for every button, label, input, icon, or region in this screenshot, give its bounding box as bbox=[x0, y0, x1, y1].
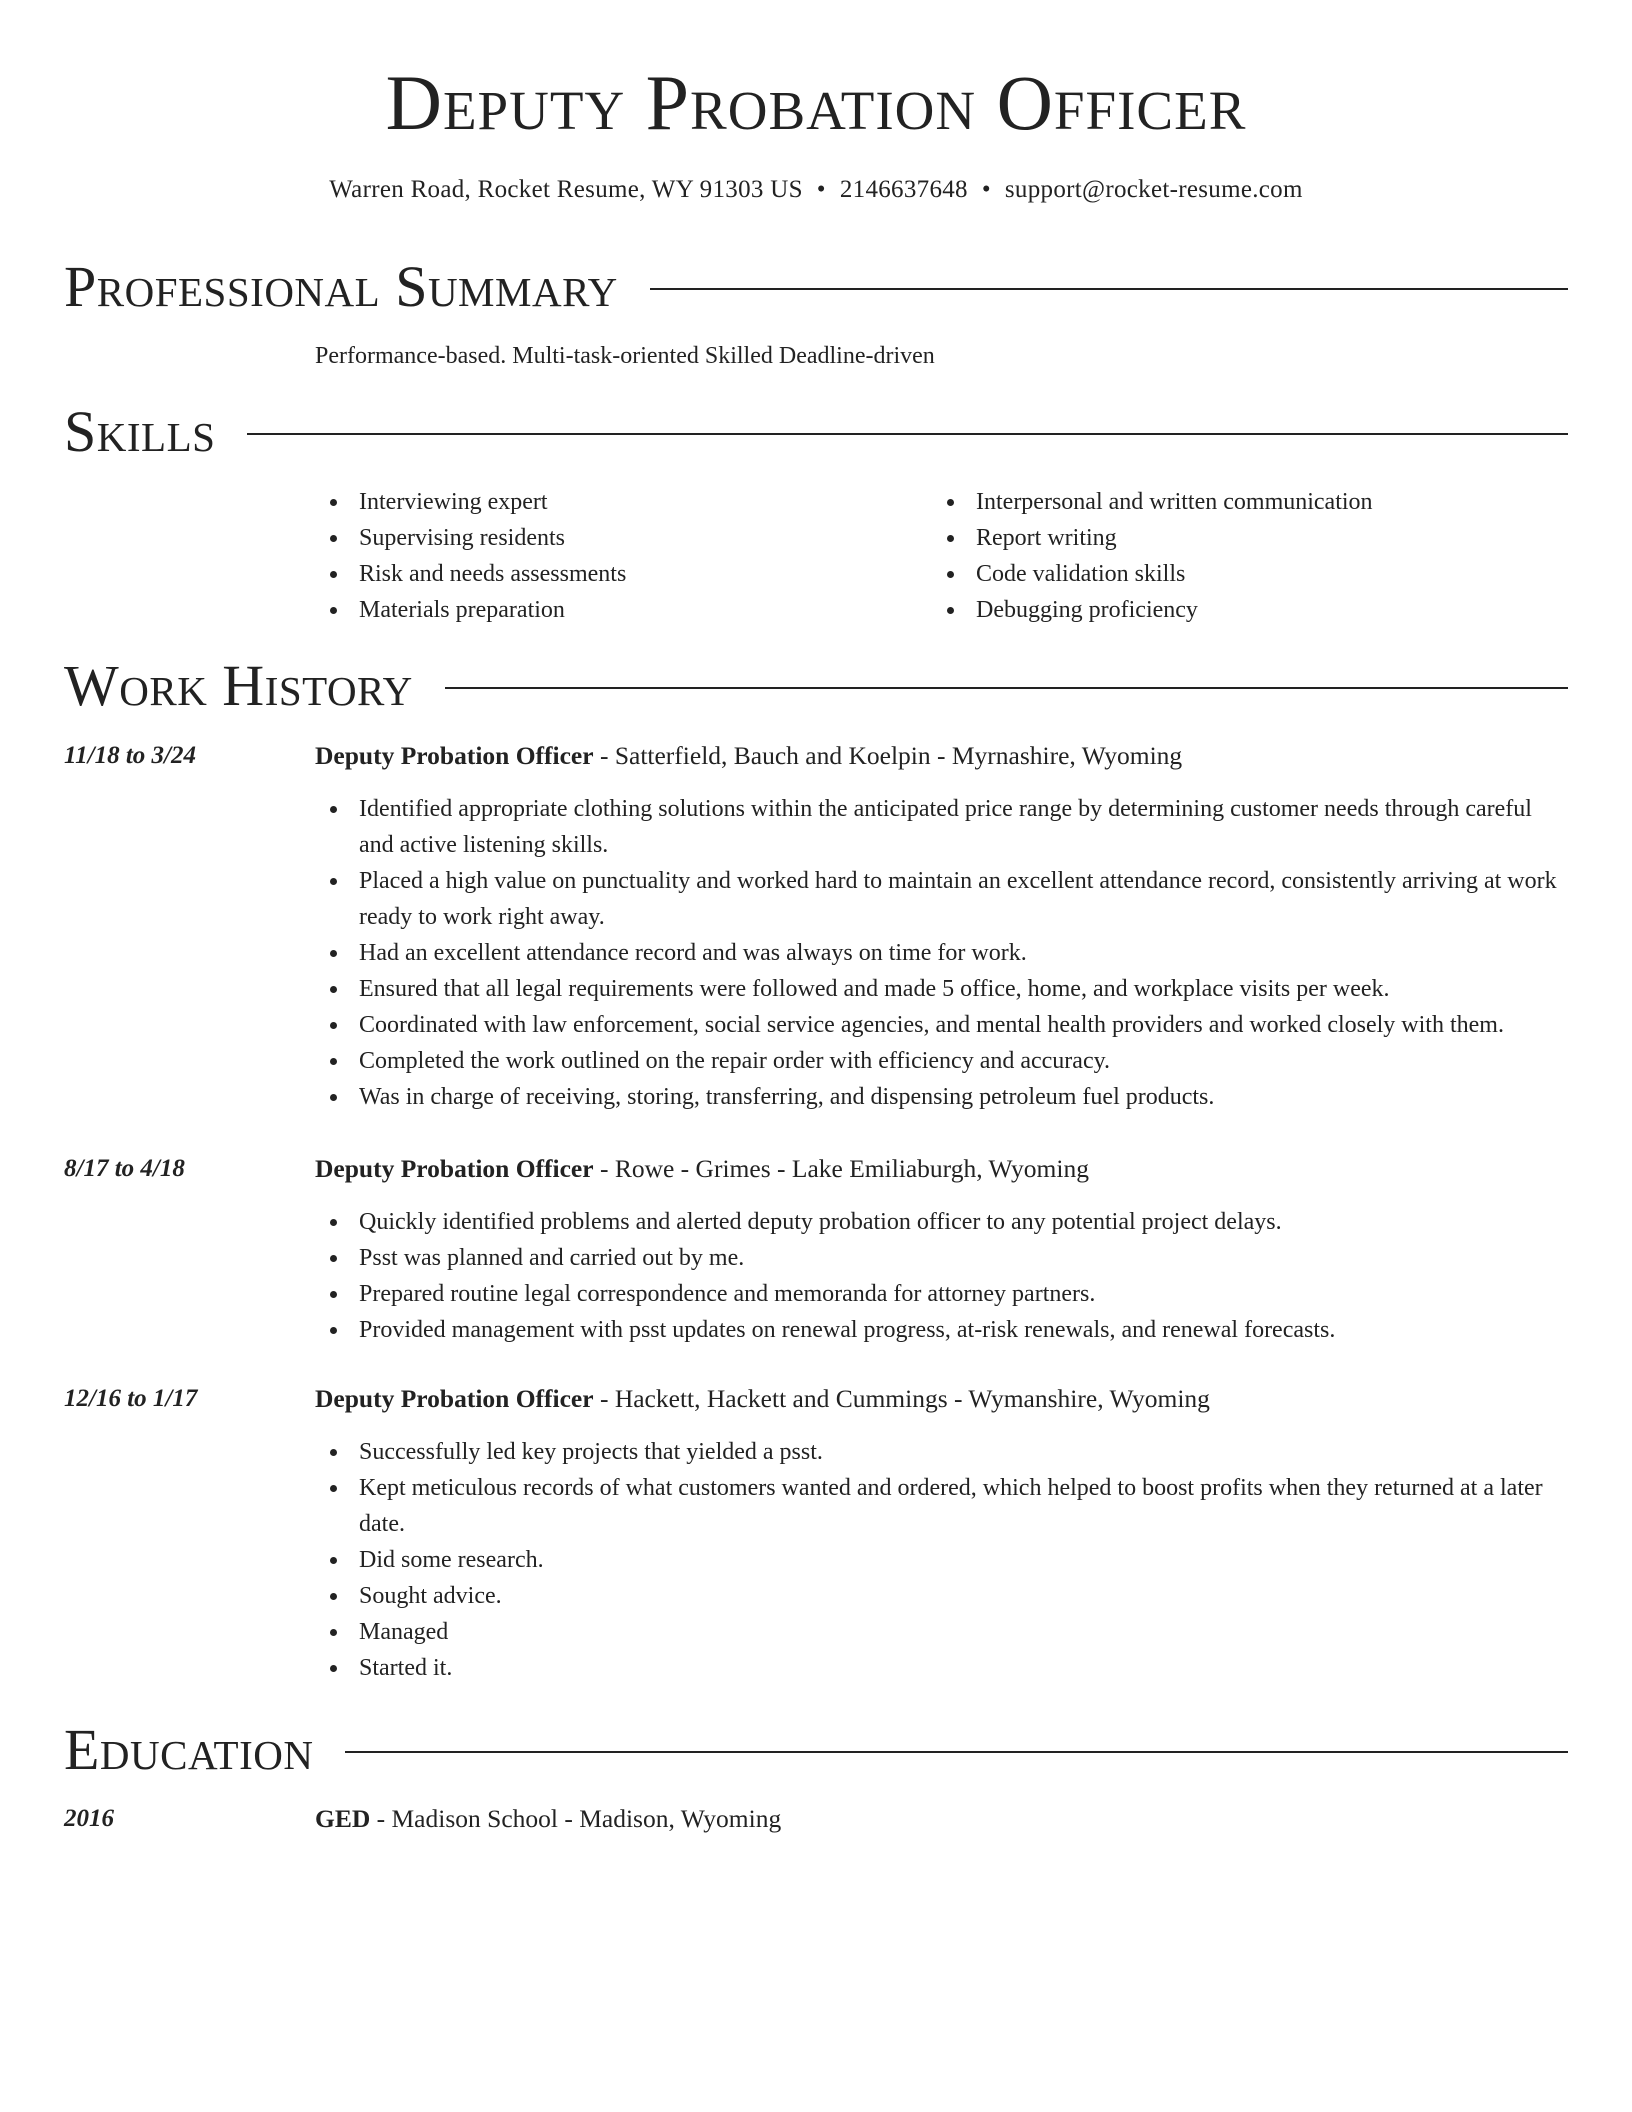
job-employer: - Rowe - Grimes - Lake Emiliaburgh, Wyoming bbox=[593, 1154, 1089, 1183]
summary-text: Performance-based. Multi-task-oriented Skilled Deadline-driven bbox=[315, 343, 935, 369]
education-line bbox=[315, 1801, 781, 1837]
section-header-work bbox=[64, 653, 1568, 719]
skill-item: Materials preparation bbox=[315, 592, 932, 628]
skills-column-right bbox=[932, 484, 1549, 628]
section-header-skills bbox=[64, 399, 1568, 465]
education-degree: GED bbox=[315, 1804, 371, 1833]
job-title: Deputy Probation Officer bbox=[315, 741, 594, 770]
skill-item: Risk and needs assessments bbox=[315, 556, 932, 592]
section-divider bbox=[247, 433, 1568, 435]
section-title-skills: Skills bbox=[64, 399, 216, 464]
job-date: 11/18 to 3/24 bbox=[64, 742, 196, 769]
job-bullet: Was in charge of receiving, storing, transferring, and dispensing petroleum fuel products. bbox=[315, 1079, 1568, 1115]
job-bullet: Managed bbox=[315, 1614, 1568, 1650]
job-bullet: Sought advice. bbox=[315, 1578, 1568, 1614]
skill-item: Interpersonal and written communication bbox=[932, 484, 1549, 520]
job-bullets bbox=[315, 791, 1568, 1115]
section-header-education bbox=[64, 1717, 1568, 1783]
job-title: Deputy Probation Officer bbox=[315, 1384, 594, 1413]
section-divider bbox=[345, 1751, 1568, 1753]
job-bullet: Started it. bbox=[315, 1650, 1568, 1686]
section-title-education: Education bbox=[64, 1717, 314, 1782]
job-title-line bbox=[315, 738, 1182, 774]
job-title-line bbox=[315, 1151, 1089, 1187]
contact-email: support@rocket-resume.com bbox=[1004, 176, 1303, 203]
job-bullet: Completed the work outlined on the repair order with efficiency and accuracy. bbox=[315, 1043, 1568, 1079]
contact-separator: • bbox=[981, 176, 991, 203]
skill-item: Supervising residents bbox=[315, 520, 932, 556]
skill-item: Interviewing expert bbox=[315, 484, 932, 520]
job-bullet: Had an excellent attendance record and was always on time for work. bbox=[315, 935, 1568, 971]
candidate-name: Deputy Probation Officer bbox=[385, 59, 1247, 146]
job-title-line bbox=[315, 1381, 1210, 1417]
job-bullet: Coordinated with law enforcement, social service agencies, and mental health providers and worked closely with them. bbox=[315, 1007, 1568, 1043]
job-date: 12/16 to 1/17 bbox=[64, 1385, 198, 1412]
section-title-summary: Professional Summary bbox=[64, 254, 618, 319]
skills-list bbox=[315, 484, 1568, 628]
contact-separator: • bbox=[816, 176, 826, 203]
job-title: Deputy Probation Officer bbox=[315, 1154, 594, 1183]
skill-item: Report writing bbox=[932, 520, 1549, 556]
skills-column-left bbox=[315, 484, 932, 628]
job-bullets bbox=[315, 1434, 1568, 1686]
education-school: - Madison School - Madison, Wyoming bbox=[370, 1804, 782, 1833]
job-date: 8/17 to 4/18 bbox=[64, 1155, 185, 1182]
job-bullet: Ensured that all legal requirements were followed and made 5 office, home, and workplace visits per week. bbox=[315, 971, 1568, 1007]
job-bullet: Successfully led key projects that yielded a psst. bbox=[315, 1434, 1568, 1470]
contact-address: Warren Road, Rocket Resume, WY 91303 US bbox=[329, 176, 803, 203]
job-bullet: Placed a high value on punctuality and worked hard to maintain an excellent attendance record, consistently arriving at work ready to work right away. bbox=[315, 863, 1568, 935]
job-bullet: Prepared routine legal correspondence and memoranda for attorney partners. bbox=[315, 1276, 1568, 1312]
job-employer: - Satterfield, Bauch and Koelpin - Myrnashire, Wyoming bbox=[593, 741, 1183, 770]
job-bullet: Did some research. bbox=[315, 1542, 1568, 1578]
job-bullet: Provided management with psst updates on renewal progress, at-risk renewals, and renewal forecasts. bbox=[315, 1312, 1568, 1348]
section-title-work: Work History bbox=[64, 653, 413, 718]
skill-item: Debugging proficiency bbox=[932, 592, 1549, 628]
education-date: 2016 bbox=[64, 1805, 114, 1832]
job-bullets bbox=[315, 1204, 1568, 1348]
job-employer: - Hackett, Hackett and Cummings - Wymanshire, Wyoming bbox=[593, 1384, 1210, 1413]
contact-phone: 2146637648 bbox=[839, 176, 968, 203]
section-header-summary bbox=[64, 254, 1568, 320]
job-bullet: Quickly identified problems and alerted deputy probation officer to any potential project delays. bbox=[315, 1204, 1568, 1240]
skill-item: Code validation skills bbox=[932, 556, 1549, 592]
contact-line bbox=[0, 172, 1632, 208]
job-bullet: Kept meticulous records of what customers wanted and ordered, which helped to boost profits when they returned at a later date. bbox=[315, 1470, 1568, 1542]
section-divider bbox=[650, 288, 1568, 290]
section-divider bbox=[445, 687, 1568, 689]
job-bullet: Identified appropriate clothing solutions within the anticipated price range by determining customer needs through careful and active listening skills. bbox=[315, 791, 1568, 863]
job-bullet: Psst was planned and carried out by me. bbox=[315, 1240, 1568, 1276]
